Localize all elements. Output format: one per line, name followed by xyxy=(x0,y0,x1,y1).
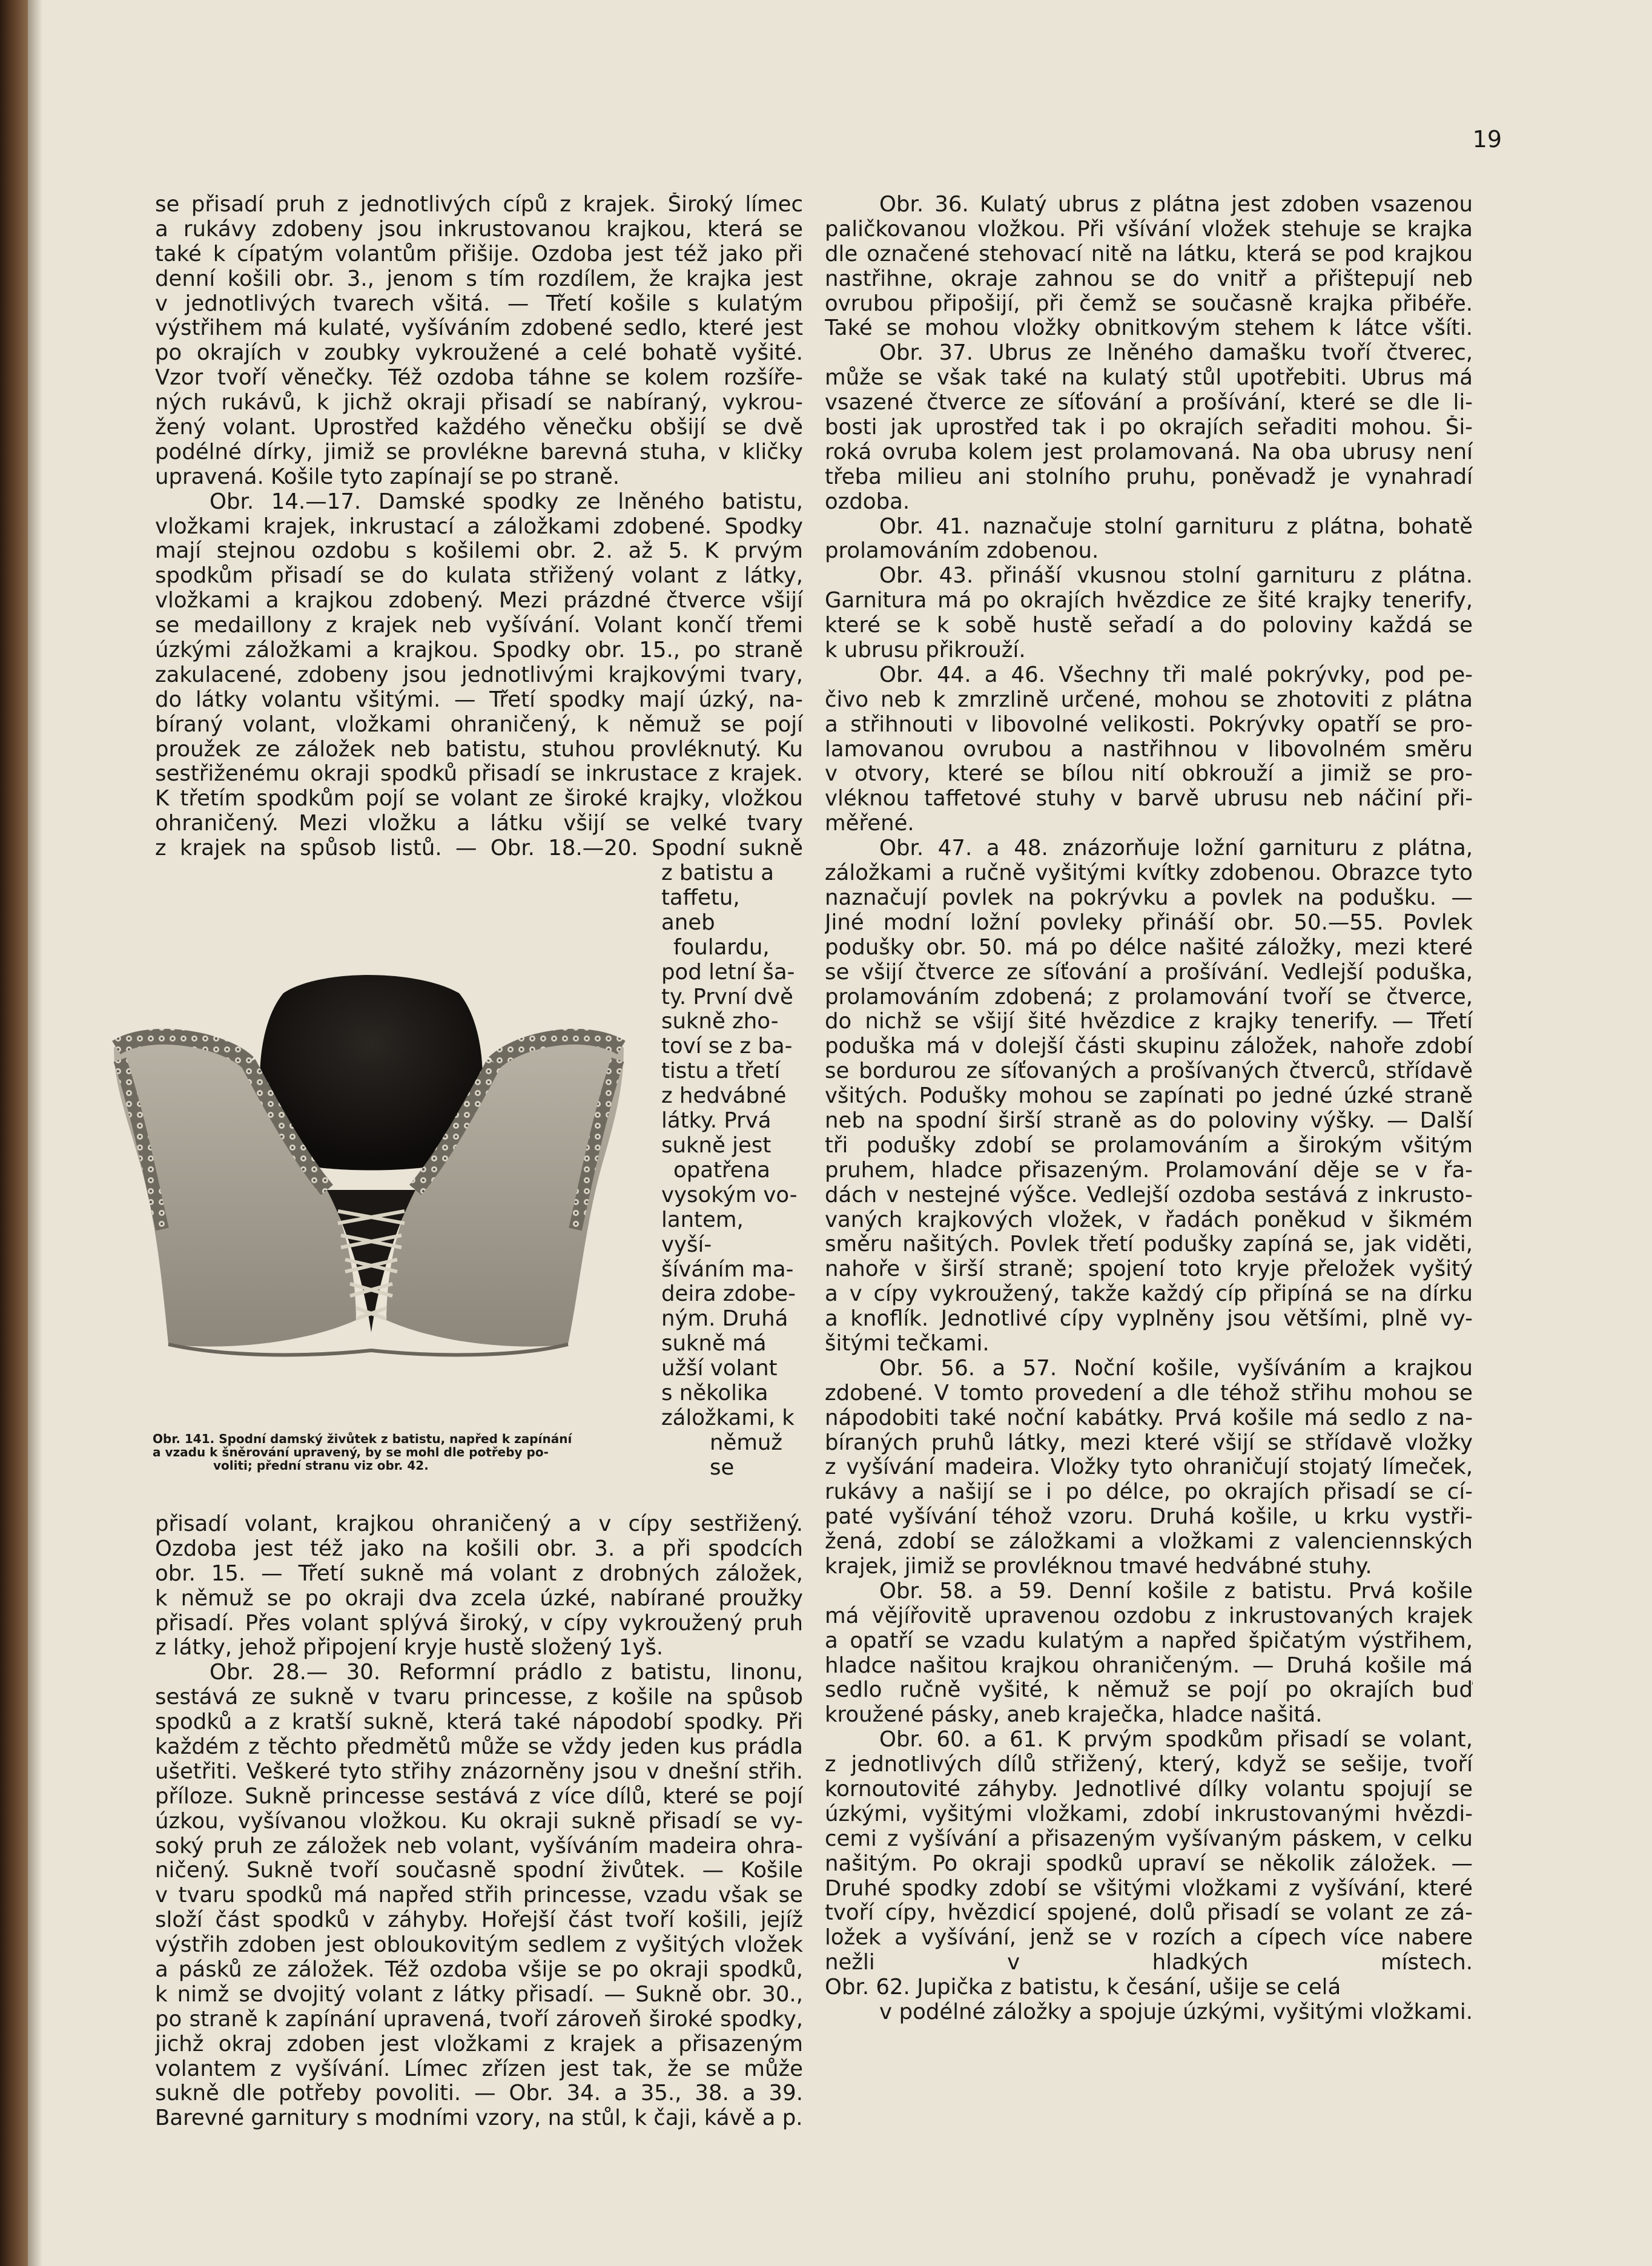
text-line: K třetím spodkům pojí se volant ze široké krajky, vložkou xyxy=(155,787,803,811)
text-line: pod letní ša- xyxy=(661,959,795,985)
text-line: prolamováním zdobená; z prolamování tvoří se čtverce, xyxy=(825,985,1473,1009)
text-line: v tvaru spodků má napřed střih princesse, vzadu však se xyxy=(155,1883,803,1908)
text-line: podušky obr. 50. má po délce našité záložky, mezi které xyxy=(825,935,1473,960)
text-line: ozdoba. xyxy=(825,489,910,514)
text-line: Druhé spodky zdobí se všitými vložkami z vyšívání, které xyxy=(825,1876,1473,1901)
book-spine xyxy=(0,0,28,2266)
text-line: a opatří se vzadu kulatým a napřed špičatým výstřihem, xyxy=(825,1628,1473,1653)
text-line: ničený. Sukně tvoří současně spodní živůtek. — Košile xyxy=(155,1858,803,1883)
text-line: se medaillony z krajek neb vyšívání. Volant končí třemi xyxy=(155,613,803,638)
text-line: opatřena xyxy=(673,1157,770,1183)
text-line: ohraničený. Mezi vložku a látku všijí se velké tvary xyxy=(155,811,803,836)
text-line: tři podušky zdobí se prolamováním a širokým všitým xyxy=(825,1133,1473,1158)
text-line: pruhem, hladce přisazeným. Prolamování děje se v řa- xyxy=(825,1158,1473,1183)
text-line: sukně dle potřeby povoliti. — Obr. 34. a 35., 38. a 39. xyxy=(155,2081,803,2106)
text-line: bosti jak uprostřed tak i po okrajích seřaditi mohou. Ši- xyxy=(825,415,1473,440)
text-line: šitými tečkami. xyxy=(825,1331,990,1356)
text-line: denní košili obr. 3., jenom s tím rozdílem, že krajka jest xyxy=(155,266,803,291)
text-line: dách v nestejné výšce. Vedlejší ozdoba sestává z inkrusto- xyxy=(825,1183,1473,1207)
gutter-shadow xyxy=(28,0,42,2266)
text-line: naznačují povlek na pokrývku a povlek na podušku. — xyxy=(825,885,1473,910)
text-line: prolamováním zdobenou. xyxy=(825,539,1099,564)
text-line: sestřiženému okraji spodků přisadí se inkrustace z krajek. xyxy=(155,762,803,787)
text-line: Vzor tvoří věnečky. Též ozdoba táhne se kolem rozšíře- xyxy=(155,366,803,391)
text-line: Obr. 14.—17. Damské spodky ze lněného batistu, xyxy=(210,489,803,514)
text-line: Také se mohou vložky obnitkovým stehem k látce všíti. xyxy=(825,316,1473,341)
text-line: ušetřiti. Veškeré tyto střihy znázorněny jsou v dnešní střih. xyxy=(155,1759,803,1784)
figure-caption xyxy=(153,1432,679,1472)
text-line: paté vyšívání téhož vzoru. Druhá košile, u krku vystři- xyxy=(825,1505,1473,1530)
text-line: foulardu, xyxy=(673,934,770,960)
text-line: ným. Druhá xyxy=(661,1306,788,1332)
text-line: Jiné modní ložní povleky přináší obr. 50.—55. Povlek xyxy=(825,910,1473,935)
text-line: deira zdobe- xyxy=(661,1281,796,1307)
text-line: Obr. 47. a 48. znázorňuje ložní garnituru z plátna, xyxy=(879,836,1473,861)
text-line: obr. 15. — Třetí sukně má volant z drobných záložek, xyxy=(155,1561,803,1586)
text-line: po straně k zapínání upravená, tvoří zároveň široké spodky, xyxy=(155,2007,803,2032)
text-line: volantem z vyšívání. Límec zřízen jest tak, že se může xyxy=(155,2056,803,2081)
text-line: upravená. Košile tyto zapínají se po straně. xyxy=(155,464,620,489)
text-line: cemi z vyšívání a přisazeným vyšívaným páskem, v celku xyxy=(825,1826,1473,1851)
text-line: přisadí volant, krajkou ohraničený a v cípy sestřižený. xyxy=(155,1512,803,1536)
text-line: může se však také na kulatý stůl upotřebiti. Ubrus má xyxy=(825,366,1473,391)
text-line: úzkou, vyšívanou vložkou. Ku okraji sukně přisadí se vy- xyxy=(155,1809,803,1834)
text-line: spodkům přisadí se do kulata střižený volant z látky, xyxy=(155,564,803,589)
text-line: v otvory, které se bílou nití obkrouží a jimiž se pro- xyxy=(825,762,1473,787)
caption-line: Obr. 141. Spodní damský živůtek z batistu, napřed k zapínání xyxy=(153,1432,572,1446)
text-line: vysokým vo- xyxy=(661,1182,798,1207)
text-line: rukávy a našijí se i po délce, po okrajích přisadí se cí- xyxy=(825,1480,1473,1505)
text-line: které se k sobě hustě seřadí a do poloviny každá se xyxy=(825,613,1473,638)
text-line: podélné dírky, jimiž se provlékne barevná stuha, v kličky xyxy=(155,440,803,464)
text-line: a knoflík. Jednotlivé cípy vyplněny jsou většími, plně vy- xyxy=(825,1307,1473,1332)
text-line: poduška má v dolejší části skupinu záložek, nahoře zdobí xyxy=(825,1034,1473,1059)
text-line: Obr. 41. naznačuje stolní garnituru z plátna, bohatě xyxy=(879,514,1473,539)
text-line: spodků a z kratší sukně, která také nápodobí spodky. Při xyxy=(155,1710,803,1735)
text-line: paličkovanou vložkou. Při všívání vložek stehuje se krajka xyxy=(825,217,1473,242)
text-line: záložkami a ručně vyšitými kvítky zdobenou. Obrazce tyto xyxy=(825,861,1473,886)
bodice-illustration xyxy=(102,957,636,1405)
text-line: sestává ze sukně v tvaru princesse, z košile na spůsob xyxy=(155,1685,803,1710)
side-text-column xyxy=(661,861,798,1481)
text-line: Obr. 44. a 46. Všechny tři malé pokrývky, pod pe- xyxy=(879,662,1473,687)
text-line: Obr. 37. Ubrus ze lněného damašku tvoří čtverec, xyxy=(879,341,1473,366)
text-line: zakulacené, zdobeny jsou jednotlivými krajkovými tvary, xyxy=(155,662,803,687)
text-line: do nichž se všijí šité hvězdice z krajky tenerify. — Třetí xyxy=(825,1009,1473,1034)
text-line: kornoutovité záhyby. Jednotlivé dílky volantu spojují se xyxy=(825,1777,1473,1802)
text-line: z jednotlivých dílů střižený, který, když se sešije, tvoří xyxy=(825,1752,1473,1777)
text-line: z hedvábné xyxy=(661,1083,787,1109)
text-line: našitým. Po okraji spodků upraví se několik záložek. — xyxy=(825,1851,1473,1876)
text-line: sukně zho- xyxy=(661,1009,779,1034)
text-line: nežli v hladkých místech. xyxy=(825,1951,1473,1975)
text-line: látky. Prvá xyxy=(661,1108,771,1134)
left-column xyxy=(155,193,803,861)
text-line: užší volant xyxy=(661,1356,778,1381)
text-line: příloze. Sukně princesse sestává z více dílů, které se pojí xyxy=(155,1784,803,1809)
text-line: hladce našitou krajkou ohraničeným. — Druhá košile má xyxy=(825,1653,1473,1678)
text-line: šíváním ma- xyxy=(661,1257,794,1282)
bodice-drawing xyxy=(102,957,636,1405)
text-line: tistu a třetí xyxy=(661,1059,781,1084)
text-line: tvoří cípy, hvězdicí spojené, dolů přisadí se volant ze zá- xyxy=(825,1901,1473,1926)
text-line: sukně má xyxy=(661,1331,767,1356)
text-line: ných rukávů, k jichž okraji přisadí se nabíraný, vykrou- xyxy=(155,391,803,415)
text-line: ložek a vyšívání, jenž se v rozích a cípech více nabere xyxy=(825,1926,1473,1951)
text-line: lamovanou ovrubou a nastřihnou v libovolném směru xyxy=(825,737,1473,762)
text-line: Barevné garnitury s modními vzory, na stůl, k čaji, kávě a p. xyxy=(155,2106,803,2131)
text-line: úzkými, vyšitými vložkami, zdobí inkrustovanými hvězdi- xyxy=(825,1802,1473,1826)
text-line: k němuž se po okraji dva zcela úzké, nabírané proužky xyxy=(155,1586,803,1611)
text-line: ty. První dvě xyxy=(661,984,793,1009)
text-line: bíraných pruhů látky, mezi které všijí se střídavě vložky xyxy=(825,1430,1473,1455)
text-line: se všijí čtverce ze síťování a prošívání. Vedlejší poduška, xyxy=(825,960,1473,985)
text-line: vléknou taffetové stuhy v barvě ubrusu neb náčiní při- xyxy=(825,787,1473,811)
text-line: má vějířovitě upravenou ozdobu z inkrustovaných krajek xyxy=(825,1604,1473,1628)
text-line: Obr. 58. a 59. Denní košile z batistu. Prvá košile xyxy=(879,1579,1473,1604)
text-line: dle označené stehovací nitě na látku, která se pod krajkou xyxy=(825,242,1473,266)
text-line: taffetu, aneb xyxy=(661,885,740,935)
text-line: z vyšívání madeira. Vložky tyto ohraničují stojatý límeček, xyxy=(825,1455,1473,1480)
text-line: roká ovruba kolem jest prolamovaná. Na oba ubrusy není xyxy=(825,440,1473,464)
text-line: Obr. 36. Kulatý ubrus z plátna jest zdoben vsazenou xyxy=(879,193,1473,217)
text-line: v jednotlivých tvarech všitá. — Třetí košile s kulatým xyxy=(155,291,803,316)
text-line: po okrajích v zoubky vykroužené a celé bohatě vyšité. xyxy=(155,341,803,366)
text-line: složí část spodků v záhyby. Hořejší část tvoří košili, jejíž xyxy=(155,1908,803,1933)
text-line: k ubrusu přikrouží. xyxy=(825,638,1026,663)
text-line: čivo neb k zmrzlině určené, mohou se zhotoviti z plátna xyxy=(825,687,1473,712)
text-line: jichž okraj zdoben jest vložkami z krajek a přisazeným xyxy=(155,2032,803,2056)
text-line: kroužené pásky, aneb kraječka, hladce našitá. xyxy=(825,1703,1323,1728)
text-line: nápodobiti také noční kabátky. Prvá košile má sedlo z na- xyxy=(825,1406,1473,1430)
text-line: ovrubou připošijí, při čemž se současně krajka přibéře. xyxy=(825,291,1473,316)
text-line: žená, zdobí se záložkami a vložkami z valenciennských xyxy=(825,1530,1473,1554)
text-line: z látky, jehož připojení kryje hustě složený 1yš. xyxy=(155,1636,664,1660)
caption-line: a vzadu k šněrování upravený, by se mohl dle potřeby po- xyxy=(153,1445,549,1459)
text-line: zdobené. V tomto provedení a dle téhož střihu mohou se xyxy=(825,1381,1473,1406)
text-line: záložkami, k xyxy=(661,1405,795,1430)
text-line: z krajek na spůsob listů. — Obr. 18.—20. Spodní sukně xyxy=(155,836,803,861)
text-line: vložkami krajek, inkrustací a záložkami zdobené. Spodky xyxy=(155,514,803,539)
text-line: Obr. 43. přináší vkusnou stolní garnituru z plátna. xyxy=(879,564,1473,589)
text-line: lantem, vyší- xyxy=(661,1207,744,1257)
text-line: krajek, jimiž se provléknou tmavé hedvábné stuhy. xyxy=(825,1554,1372,1579)
text-line: a rukávy zdobeny jsou inkrustovanou krajkou, která se xyxy=(155,217,803,242)
text-line: Obr. 62. Jupička z batistu, k česání, ušije se celá xyxy=(825,1975,1341,2000)
text-line: se přisadí pruh z jednotlivých cípů z krajek. Široký límec xyxy=(155,193,803,217)
text-line: měřené. xyxy=(825,811,914,836)
text-line: a střihnouti v libovolné velikosti. Pokrývky opatří se pro- xyxy=(825,712,1473,737)
text-line: také k cípatým volantům přišije. Ozdoba jest též jako při xyxy=(155,242,803,266)
text-line: směru našitých. Povlek třetí podušky zapíná se, jak viděti, xyxy=(825,1232,1473,1257)
text-line: Obr. 28.— 30. Reformní prádlo z batistu, linonu, xyxy=(210,1660,803,1685)
text-line: z batistu a xyxy=(661,860,774,885)
text-line: a pásků ze záložek. Též ozdoba všije se po okraji spodků, xyxy=(155,1958,803,1983)
page-number: 19 xyxy=(1472,126,1502,153)
right-column xyxy=(825,193,1473,2050)
text-line: výstřih zdoben jest obloukovitým sedlem z vyšitých vložek xyxy=(155,1933,803,1958)
text-line: nastřihne, okraje zahnou se do vnitř a přištepují neb xyxy=(825,266,1473,291)
text-line: němuž se xyxy=(710,1430,783,1480)
caption-line: voliti; přední stranu viz obr. 42. xyxy=(213,1458,429,1473)
text-line: s několika xyxy=(661,1381,768,1406)
text-line: výstřihem má kulaté, vyšíváním zdobené sedlo, které jest xyxy=(155,316,803,341)
text-line: bíraný volant, vložkami ohraničený, k němuž se pojí xyxy=(155,712,803,737)
text-line: přisadí. Přes volant splývá široký, v cípy vykroužený pruh xyxy=(155,1611,803,1636)
text-line: žený volant. Uprostřed každého věnečku obšijí se dvě xyxy=(155,415,803,440)
text-line: Ozdoba jest též jako na košili obr. 3. a při spodcích xyxy=(155,1536,803,1561)
text-line: v podélné záložky a spojuje úzkými, vyšitými vložkami. xyxy=(879,2000,1473,2025)
text-line: sukně jest xyxy=(661,1132,771,1158)
text-line: se bordurou ze síťovaných a prošívaných čtverců, střídavě xyxy=(825,1059,1473,1084)
text-line: vaných krajkových vložek, v řadách poněkud v šikmém xyxy=(825,1207,1473,1232)
text-line: Obr. 56. a 57. Noční košile, vyšíváním a krajkou xyxy=(879,1356,1473,1381)
text-line: sedlo ručně vyšité, k němuž se pojí po okrajích buď xyxy=(825,1678,1473,1703)
text-line xyxy=(825,2025,1473,2050)
text-line: k nimž se dvojitý volant z látky přisadí. — Sukně obr. 30., xyxy=(155,1982,803,2007)
text-line: úzkými záložkami a krajkou. Spodky obr. 15., po straně xyxy=(155,638,803,663)
text-line: Garnitura má po okrajích hvězdice ze šité krajky tenerify, xyxy=(825,589,1473,613)
text-line: mají stejnou ozdobu s košilemi obr. 2. až 5. K prvým xyxy=(155,539,803,564)
text-line: soký pruh ze záložek neb volant, vyšíváním madeira ohra- xyxy=(155,1834,803,1858)
text-line: toví se z ba- xyxy=(661,1034,793,1059)
text-line: všitých. Podušky mohou se zapínati po jedné úzké straně xyxy=(825,1084,1473,1109)
text-line: třeba milieu ani stolního pruhu, poněvadž je vynahradí xyxy=(825,464,1473,489)
left-column-bottom xyxy=(155,1512,803,2131)
text-line: do látky volantu všitými. — Třetí spodky mají úzký, na- xyxy=(155,687,803,712)
text-line: každém z těchto předmětů může se vždy jeden kus prádla xyxy=(155,1735,803,1760)
text-line: neb na spodní širší straně as do poloviny výšky. — Další xyxy=(825,1108,1473,1133)
text-line: nahoře v širší straně; spojení toto kryje přeložek vyšitý xyxy=(825,1257,1473,1282)
text-line: vložkami a krajkou zdobený. Mezi prázdné čtverce všijí xyxy=(155,589,803,613)
text-line: proužek ze záložek neb batistu, stuhou provléknutý. Ku xyxy=(155,737,803,762)
text-line: Obr. 60. a 61. K prvým spodkům přisadí se volant, xyxy=(879,1728,1473,1752)
text-line: vsazené čtverce ze síťování a prošívání, které se dle li- xyxy=(825,391,1473,415)
text-line: a v cípy vykroužený, takže každý cíp připíná se na dírku xyxy=(825,1282,1473,1307)
